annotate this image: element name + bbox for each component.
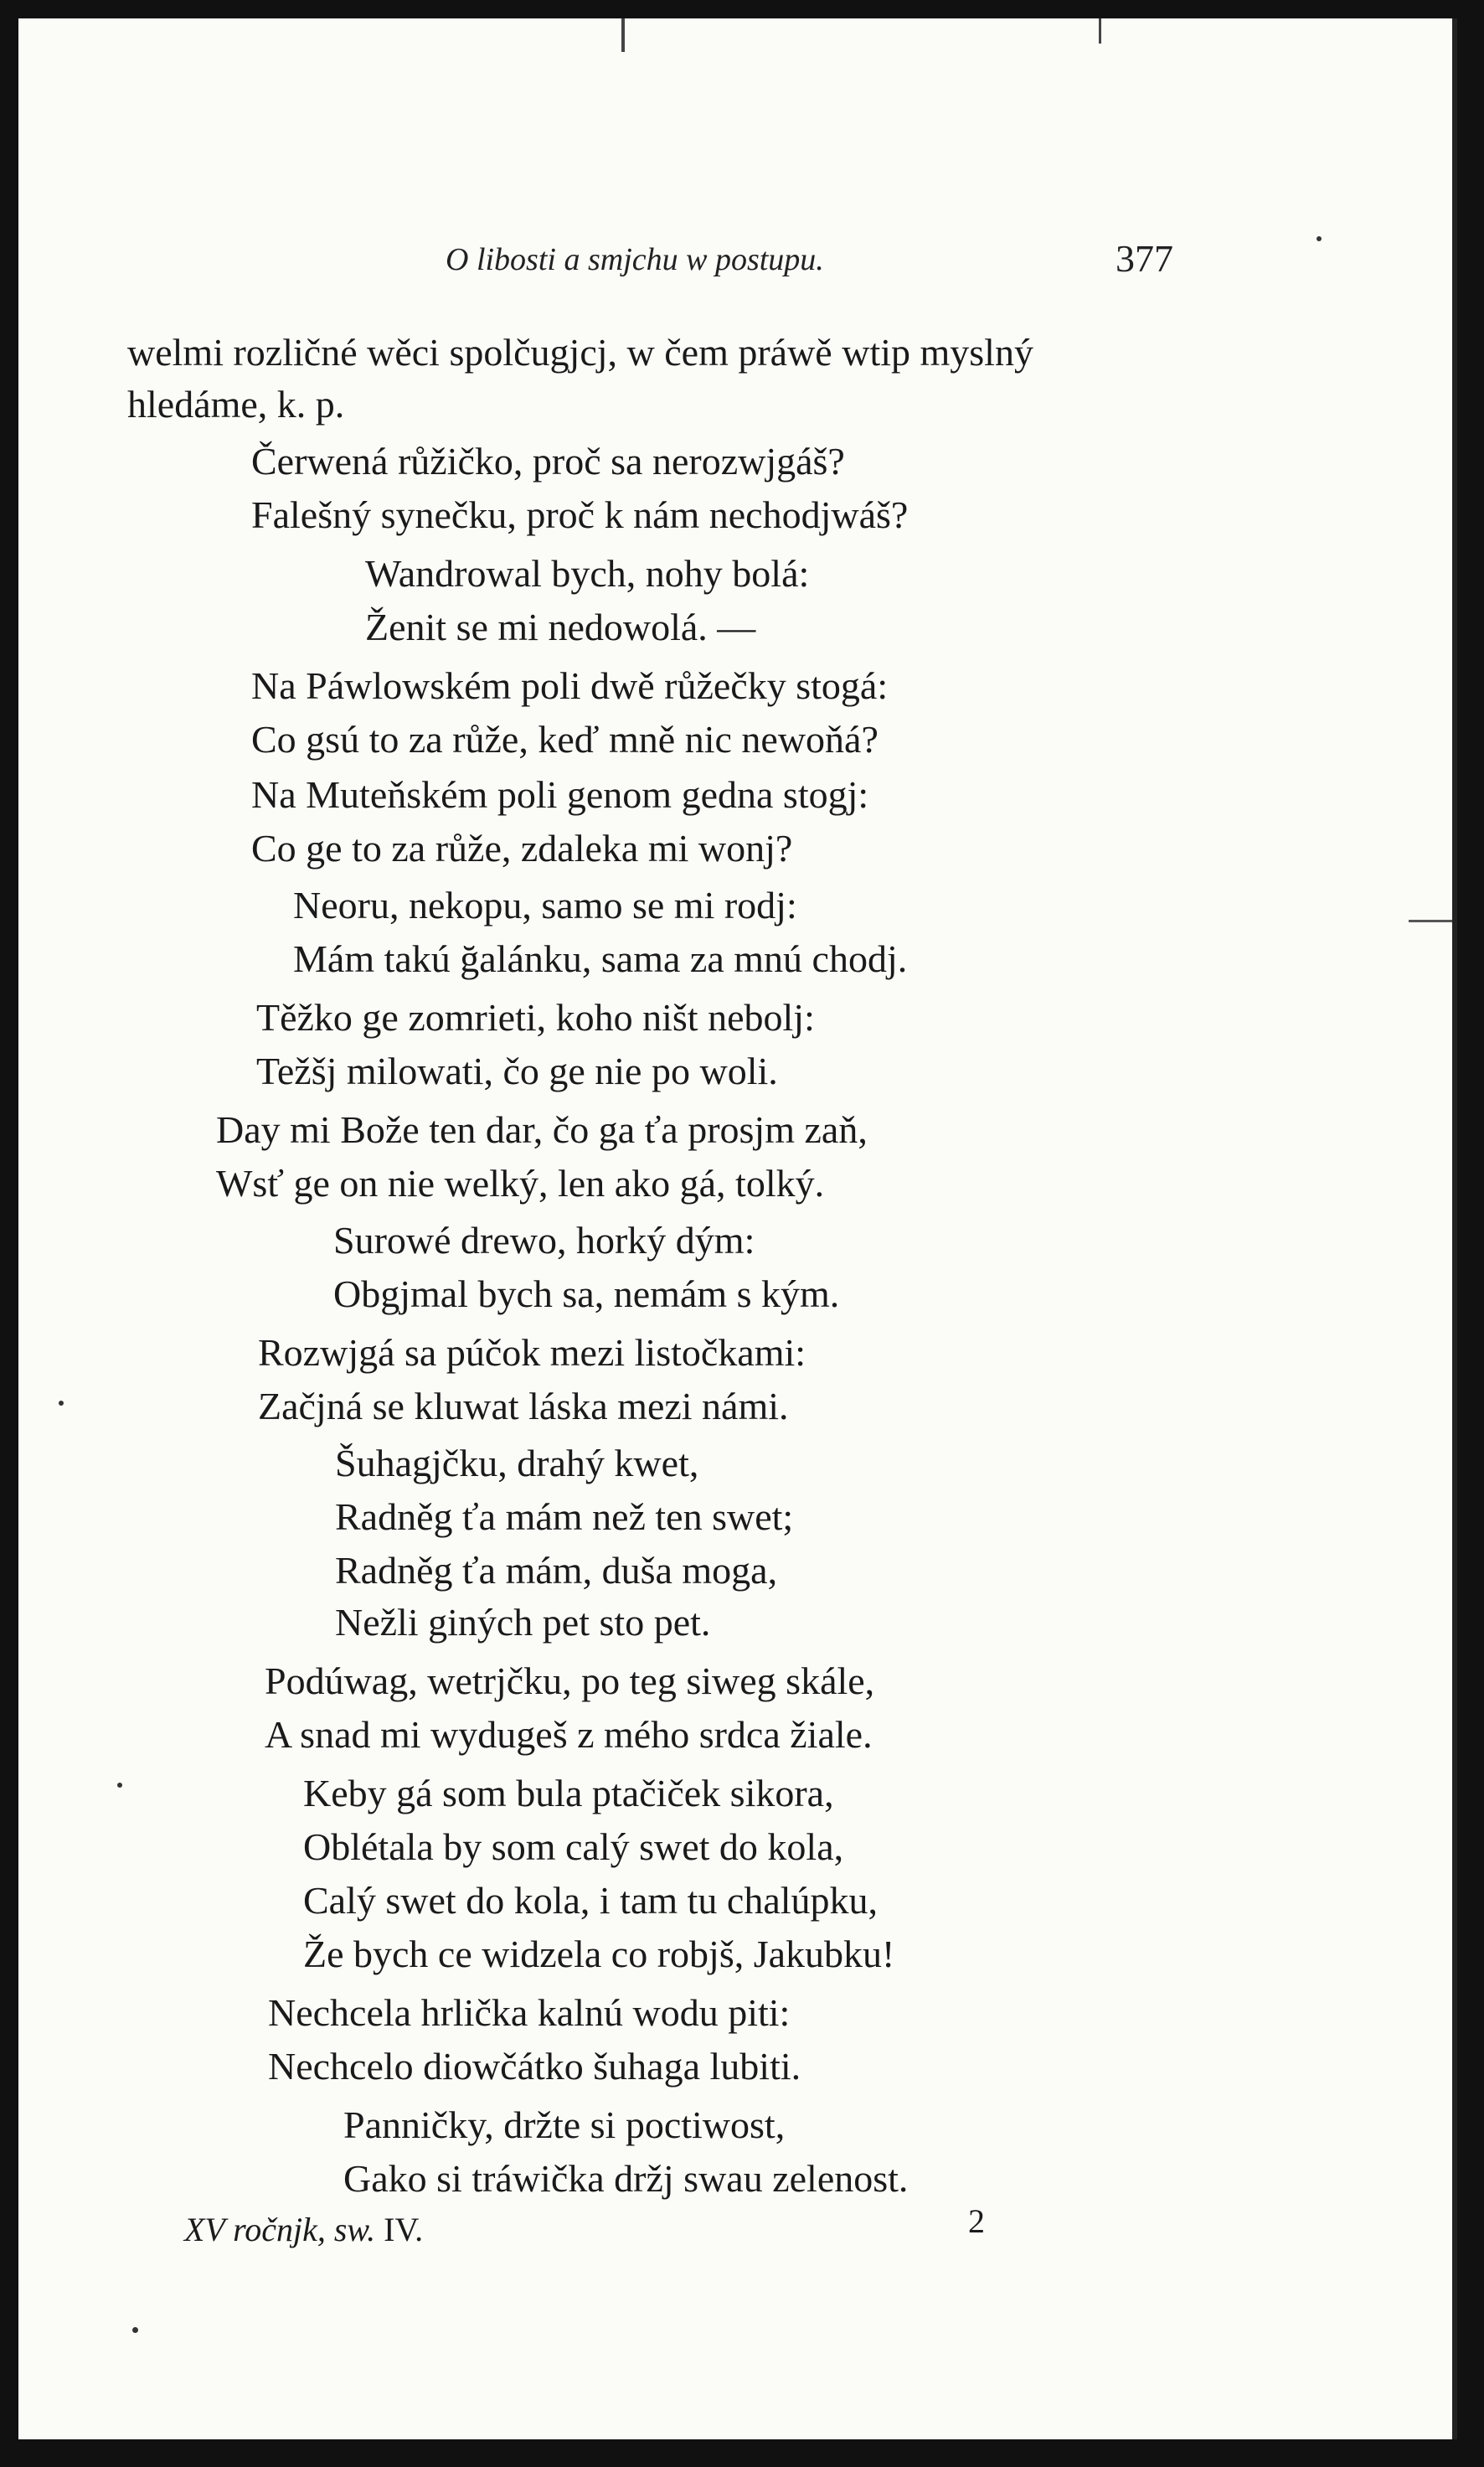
ink-speck [117, 1783, 122, 1788]
text-line: Težšj milowati, čo ge nie po woli. [256, 1050, 778, 1092]
signature-line [184, 2210, 423, 2249]
text-line: Mám takú ğalánku, sama za mnú chodj. [293, 937, 908, 980]
ink-speck [132, 2327, 138, 2333]
text-line: Těžko ge zomrieti, koho ništ nebolj: [256, 996, 815, 1039]
page-header [446, 237, 1174, 292]
text-line: A snad mi wydugeš z mého srdca žiale. [265, 1713, 873, 1756]
text-line: Neoru, nekopu, samo se mi rodj: [293, 884, 797, 926]
text-line: Wsť ge on nie welký, len ako gá, tolký. [216, 1162, 825, 1205]
text-line: Nechcelo diowčátko šuhaga lubiti. [268, 2045, 801, 2088]
text-line: Na Páwlowském poli dwě růžečky stogá: [251, 664, 889, 707]
text-line: Rozwjgá sa púčok mezi listočkami: [258, 1331, 806, 1374]
top-margin-mark [621, 18, 625, 52]
text-line: Obgjmal bych sa, nemám s kým. [333, 1272, 840, 1315]
text-line: Wandrowal bych, nohy bolá: [365, 552, 810, 595]
text-line: Keby gá som bula ptačiček sikora, [303, 1772, 834, 1814]
text-line: Začjná se kluwat láska mezi námi. [258, 1385, 789, 1427]
page-number: 377 [1116, 237, 1173, 280]
text-line: Ženit se mi nedowolá. — [365, 606, 756, 648]
text-line: Šuhagjčku, drahý kwet, [335, 1442, 699, 1484]
page-edge [1452, 18, 1457, 2439]
text-line: Na Muteňském poli genom gedna stogj: [251, 773, 869, 816]
text-line: Falešný synečku, proč k nám nechodjwáš? [251, 493, 909, 536]
text-line: Nežli giných pet sto pet. [335, 1601, 711, 1644]
text-line: Day mi Bože ten dar, čo ga ťa prosjm zaň, [216, 1108, 868, 1151]
text-line: Čerwená růžičko, proč sa nerozwjgáš? [251, 440, 845, 483]
text-line: Gako si tráwička držj swau zelenost. [343, 2157, 909, 2200]
text-line: Surowé drewo, horký dým: [333, 1219, 755, 1262]
signature-volume: XV ročnjk, sw. [184, 2211, 376, 2248]
text-line: Že bych ce widzela co robjš, Jakubku! [303, 1933, 895, 1975]
top-margin-mark [1099, 18, 1101, 44]
ink-speck [59, 1401, 64, 1406]
text-line: Calý swet do kola, i tam tu chalúpku, [303, 1879, 879, 1922]
text-line: Oblétala by som calý swet do kola, [303, 1825, 844, 1868]
text-line: hledáme, k. p. [127, 383, 345, 426]
text-line: Co gsú to za růže, keď mně nic newoňá? [251, 718, 879, 761]
text-line: Panničky, držte si poctiwost, [343, 2103, 786, 2146]
running-title: O libosti a smjchu w postupu. [446, 242, 824, 277]
text-line: Co ge to za růže, zdaleka mi wonj? [251, 827, 793, 870]
ink-speck [1317, 236, 1322, 241]
text-line: welmi rozličné wěci spolčugjcj, w čem práwě wtip myslný [127, 331, 1033, 374]
book-page [18, 18, 1452, 2439]
text-line: Podúwag, wetrjčku, po teg siweg skále, [265, 1659, 875, 1702]
margin-rule-mark [1409, 920, 1452, 922]
text-line: Radněg ťa mám než ten swet; [335, 1495, 794, 1538]
text-line: Radněg ťa mám, duša moga, [335, 1549, 778, 1592]
signature-issue: IV. [384, 2211, 424, 2248]
gathering-number: 2 [968, 2202, 985, 2240]
text-line: Nechcela hrlička kalnú wodu piti: [268, 1991, 791, 2034]
